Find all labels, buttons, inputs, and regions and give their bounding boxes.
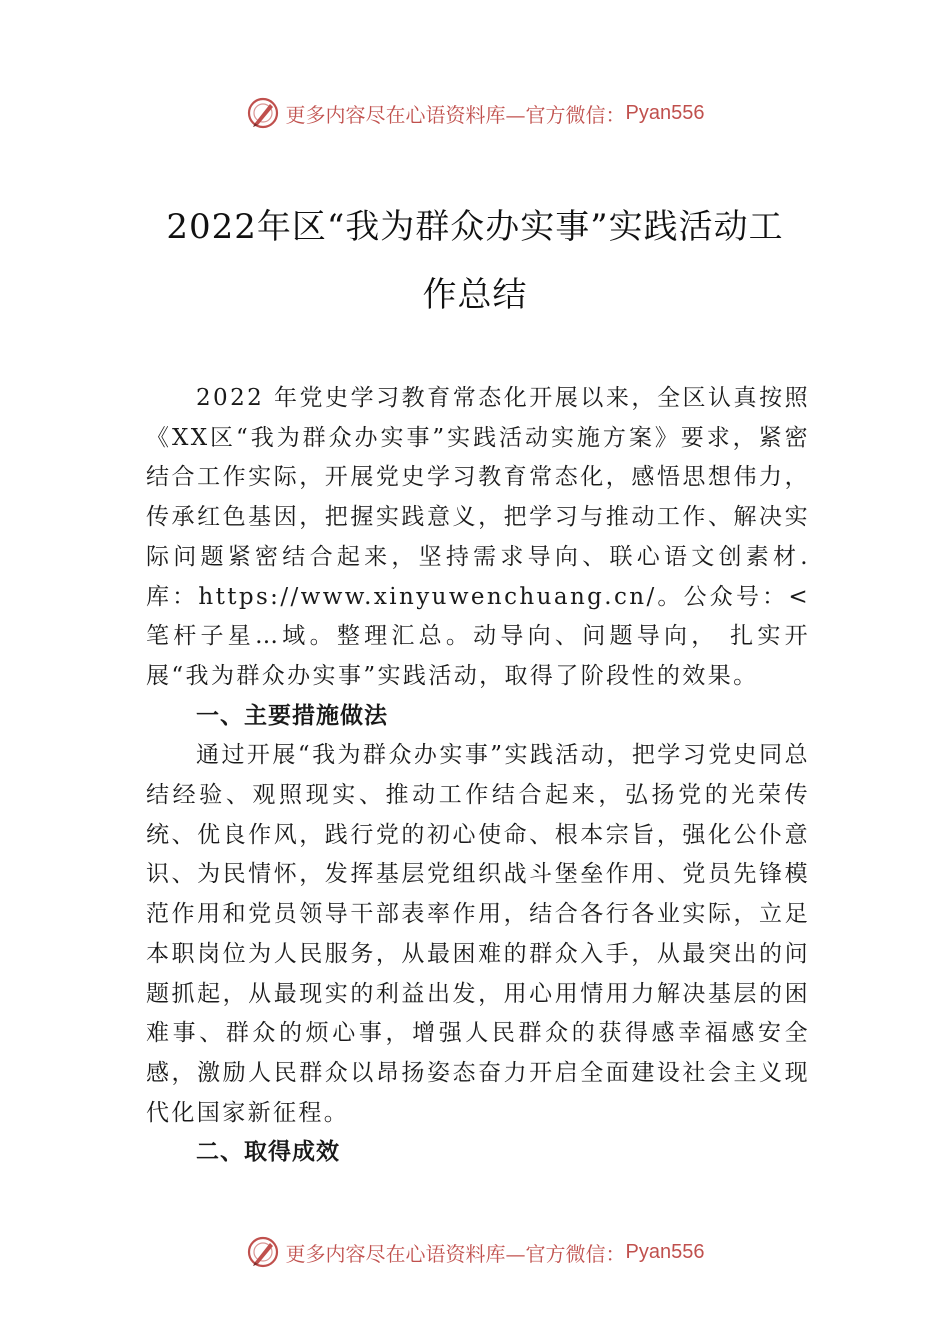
paragraph-intro: 2022 年党史学习教育常态化开展以来，全区认真按照《XX区“我为群众办实事”实践活动实施方案》要求，紧密结合工作实际，开展党史学习教育常态化，感悟思想伟力，传承红色基因，把握实践意义，把学习与推动工作、解决实际问题紧密结合起来，坚持需求导向、联心语文创素材.库：https://www.xinyuwenchuang.cn/。公众号：<笔杆子星…域。整理汇总。动导向、问题导向， 扎实开展“我为群众办实事”实践活动，取得了阶段性的效果。 (146, 385, 810, 689)
footer-banner (0, 1232, 950, 1272)
banner-text: 更多内容尽在心语资料库—官方微信： (285, 1241, 626, 1266)
pen-logo-icon (246, 1235, 280, 1269)
document-body (146, 379, 810, 1173)
header-banner (0, 93, 950, 133)
title-line-2: 作总结 (422, 275, 528, 315)
banner-text: 更多内容尽在心语资料库—官方微信： (285, 102, 626, 127)
title-line-1: 2022年区“我为群众办实事”实践活动工 (166, 207, 784, 247)
section-heading-1: 一、主要措施做法 (196, 702, 388, 729)
document-title (110, 193, 840, 329)
pen-logo-icon (246, 96, 280, 130)
paragraph-measures: 通过开展“我为群众办实事”实践活动，把学习党史同总结经验、观照现实、推动工作结合起来，弘扬党的光荣传统、优良作风，践行党的初心使命、根本宗旨，强化公仆意识、为民情怀，发挥基层党组织战斗堡垒作用、党员先锋模范作用和党员领导干部表率作用，结合各行各业实际，立足本职岗位为人民服务，从最困难的群众入手，从最突出的问题抓起，从最现实的利益出发，用心用情用力解决基层的困难事、群众的烦心事，增强人民群众的获得感幸福感安全感，激励人民群众以昂扬姿态奋力开启全面建设社会主义现代化国家新征程。 (146, 742, 810, 1126)
section-heading-2: 二、取得成效 (196, 1139, 340, 1166)
wechat-id: Pyan556 (625, 101, 705, 124)
wechat-id: Pyan556 (625, 1240, 705, 1263)
